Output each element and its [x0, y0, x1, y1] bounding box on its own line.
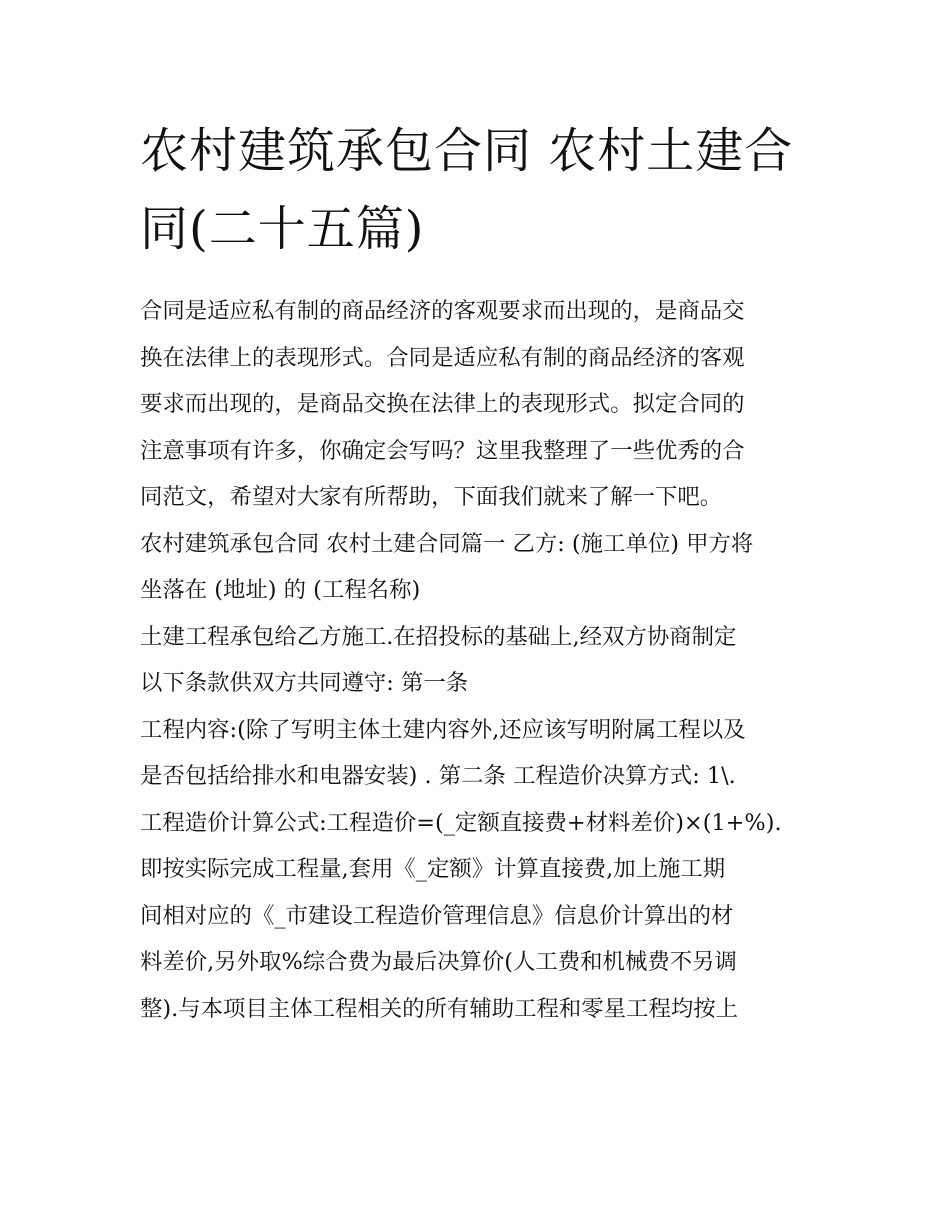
document-title: 农村建筑承包合同 农村土建合 同(二十五篇): [140, 123, 794, 257]
intro-paragraph: 合同是适应私有制的商品经济的客观要求而出现的，是商品交 换在法律上的表现形式。合同是适应私有制的商品经济的客观 要求而出现的，是商品交换在法律上的表现形式。拟定合同的 注意事项有许多，你确定会写吗？这里我整理了一些优秀的合 同范文，希望对大家有所帮助，下面我们就来了解一下吧。: [140, 298, 745, 510]
cost-formula-paragraph: 工程造价计算公式:工程造价=(_定额直接费+材料差价)×(1+%). 即按实际完成工程量,套用《_定额》计算直接费,加上施工期 间相对应的《_市建设工程造价管理信息》信息价计算出的材 料差价,另外取%综合费为最后决算价(人工费和机械费不另调 整).与本项目主体工程相关的所有辅助工程和零星工程均按上: [140, 809, 782, 1022]
document-page: [140, 112, 815, 1032]
document-body: [140, 288, 815, 1032]
contract-parties-paragraph: 农村建筑承包合同 农村土建合同篇一 乙方: (施工单位) 甲方将 坐落在 (地址) 的 (工程名称): [140, 530, 754, 603]
work-content-paragraph: 工程内容:(除了写明主体土建内容外,还应该写明附属工程以及 是否包括给排水和电器安装) . 第二条 工程造价决算方式: 1\.: [140, 716, 746, 789]
contract-basis-paragraph: 土建工程承包给乙方施工.在招投标的基础上,经双方协商制定 以下条款供双方共同遵守: 第一条: [140, 623, 737, 696]
